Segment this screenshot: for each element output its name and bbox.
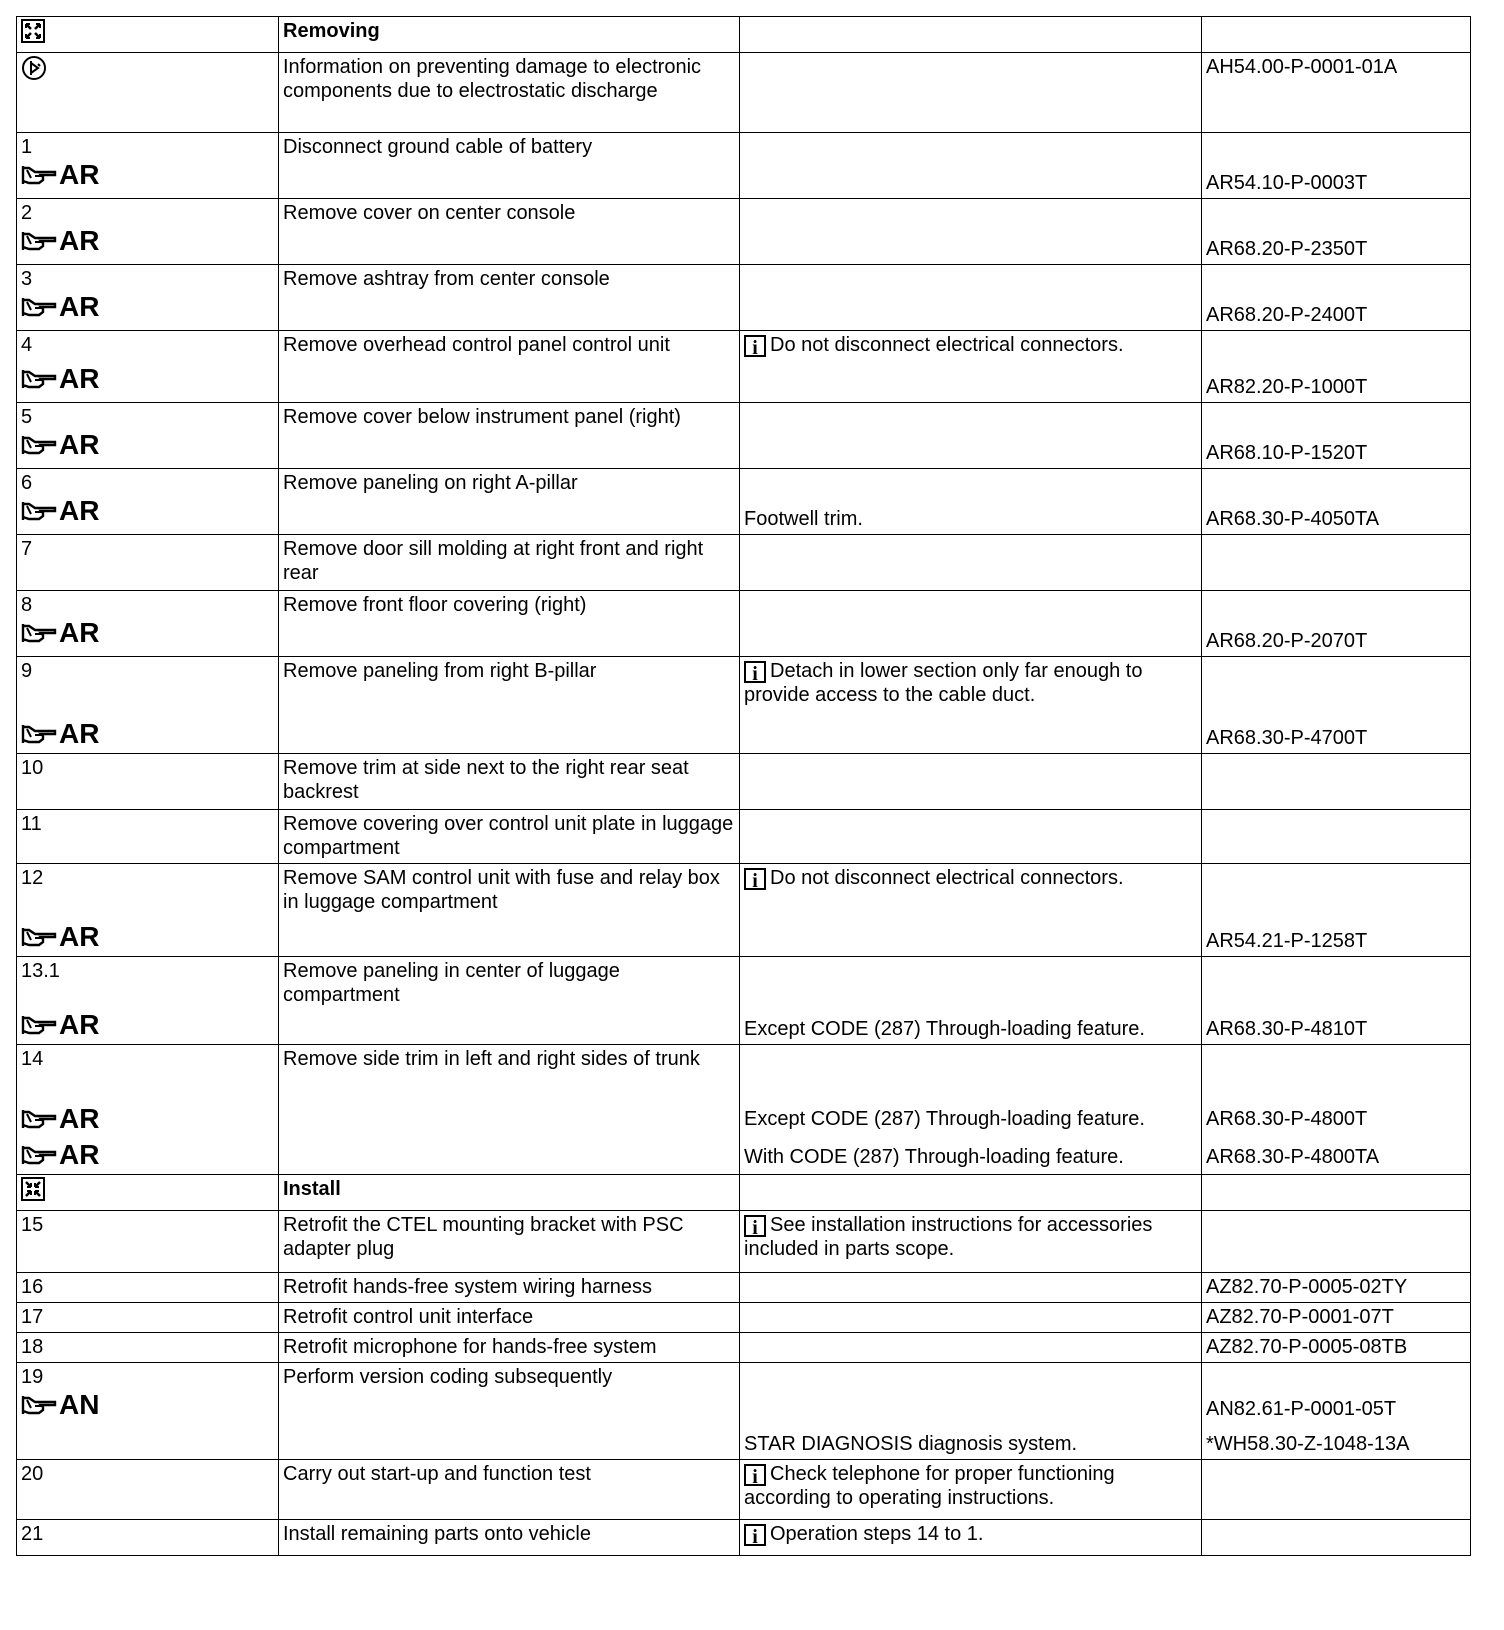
step-number: 8 (21, 594, 33, 616)
pointing-hand-icon (21, 926, 57, 948)
step-description: Remove cover below instrument panel (right) (279, 403, 740, 469)
step-number: 10 (21, 757, 44, 779)
step-description: Install remaining parts onto vehicle (279, 1520, 740, 1556)
reference-link[interactable]: AR68.30-P-4050TA (1206, 508, 1380, 530)
step-description: Retrofit microphone for hands-free system (279, 1333, 740, 1363)
table-row (17, 1333, 1471, 1363)
reference-link[interactable]: AZ82.70-P-0005-08TB (1202, 1333, 1471, 1363)
table-row (17, 469, 1471, 535)
reference-link[interactable]: AR68.20-P-2350T (1206, 238, 1368, 260)
reference-link[interactable]: AZ82.70-P-0005-02TY (1202, 1273, 1471, 1303)
step-description: Remove door sill molding at right front and right rear (279, 535, 740, 591)
ar-tag: AR (21, 718, 274, 750)
info-icon: i (744, 661, 766, 683)
step-number: 12 (21, 867, 44, 889)
step-note: Except CODE (287) Through-loading feature. (744, 1018, 1145, 1040)
ar-tag: AR (21, 921, 274, 953)
ar-tag: AR (21, 1103, 274, 1135)
pointing-hand-icon (21, 368, 57, 390)
section-title: Removing (279, 17, 740, 53)
step-number: 19 (21, 1366, 44, 1388)
remove-section-icon (21, 19, 45, 43)
reference-link[interactable]: AR68.20-P-2070T (1206, 630, 1368, 652)
table-row (17, 331, 1471, 403)
table-row (17, 591, 1471, 657)
reference-link[interactable]: AR68.30-P-4800TA (1206, 1146, 1380, 1168)
step-description: Retrofit hands-free system wiring harness (279, 1273, 740, 1303)
pointing-hand-icon (21, 723, 57, 745)
step-description: Remove paneling from right B-pillar (279, 657, 740, 754)
ar-tag: AR (21, 429, 274, 461)
step-number: 16 (21, 1276, 44, 1298)
step-number: 18 (21, 1336, 44, 1358)
ar-tag: AR (21, 291, 274, 323)
reference-link[interactable]: AR82.20-P-1000T (1206, 376, 1368, 398)
step-number: 20 (21, 1463, 44, 1485)
pointing-hand-icon (21, 434, 57, 456)
reference-link[interactable]: AR68.30-P-4800T (1206, 1108, 1368, 1130)
step-description: Remove overhead control panel control unit (279, 331, 740, 403)
table-row (17, 53, 1471, 133)
info-note: Do not disconnect electrical connectors. (770, 334, 1124, 356)
table-row (17, 1175, 1471, 1211)
step-description: Information on preventing damage to electronic components due to electrostatic discharge (279, 53, 740, 133)
info-note: Detach in lower section only far enough to provide access to the cable duct. (744, 660, 1143, 706)
info-note: Do not disconnect electrical connectors. (770, 867, 1124, 889)
table-row (17, 1363, 1471, 1460)
step-description: Remove cover on center console (279, 199, 740, 265)
table-row (17, 1211, 1471, 1273)
step-number: 3 (21, 268, 33, 290)
pointing-hand-icon (21, 230, 57, 252)
step-description: Retrofit the CTEL mounting bracket with PSC adapter plug (279, 1211, 740, 1273)
info-icon: i (744, 1524, 766, 1546)
reference-link[interactable]: AR68.30-P-4700T (1206, 727, 1368, 749)
info-icon: i (744, 1215, 766, 1237)
step-number: 15 (21, 1214, 44, 1236)
step-description: Disconnect ground cable of battery (279, 133, 740, 199)
step-number: 11 (21, 813, 42, 835)
table-row (17, 199, 1471, 265)
ar-tag: AR (21, 363, 274, 395)
pointing-hand-icon (21, 622, 57, 644)
section-title: Install (279, 1175, 740, 1211)
step-description: Perform version coding subsequently (279, 1363, 740, 1460)
ar-tag: AR (21, 159, 274, 191)
reference-link[interactable]: *WH58.30-Z-1048-13A (1206, 1433, 1410, 1455)
pointing-hand-icon (21, 1394, 57, 1416)
info-note: Operation steps 14 to 1. (770, 1523, 984, 1545)
pointing-hand-icon (21, 164, 57, 186)
table-row (17, 1273, 1471, 1303)
ar-tag: AR (21, 225, 274, 257)
pointing-hand-icon (21, 296, 57, 318)
info-icon: i (744, 1464, 766, 1486)
step-description: Retrofit control unit interface (279, 1303, 740, 1333)
step-description: Remove covering over control unit plate in luggage compartment (279, 810, 740, 864)
step-number: 4 (21, 334, 33, 356)
table-row (17, 1045, 1471, 1175)
info-icon: i (744, 868, 766, 890)
ar-tag: AR (21, 1139, 274, 1171)
pointing-hand-icon (21, 500, 57, 522)
table-row (17, 1303, 1471, 1333)
reference-link[interactable]: AR68.30-P-4810T (1206, 1018, 1368, 1040)
reference-link[interactable]: AN82.61-P-0001-05T (1206, 1398, 1397, 1420)
table-row (17, 403, 1471, 469)
reference-link[interactable]: AR54.10-P-0003T (1206, 172, 1368, 194)
info-note: See installation instructions for accessories included in parts scope. (744, 1214, 1153, 1260)
step-number: 9 (21, 660, 33, 682)
reference-link[interactable]: AH54.00-P-0001-01A (1202, 53, 1471, 133)
ar-tag: AR (21, 495, 274, 527)
pointing-hand-icon (21, 1014, 57, 1036)
step-description: Remove SAM control unit with fuse and relay box in luggage compartment (279, 864, 740, 957)
step-note: With CODE (287) Through-loading feature. (744, 1146, 1124, 1168)
step-number: 13.1 (21, 960, 60, 982)
esd-warning-icon (21, 55, 45, 79)
step-number: 7 (21, 538, 33, 560)
step-description: Remove side trim in left and right sides of trunk (279, 1045, 740, 1175)
table-row (17, 17, 1471, 53)
table-row (17, 957, 1471, 1045)
step-number: 5 (21, 406, 33, 428)
step-description: Remove paneling on right A-pillar (279, 469, 740, 535)
step-number: 21 (21, 1523, 44, 1545)
ar-tag: AR (21, 617, 274, 649)
step-number: 1 (21, 136, 33, 158)
step-note: STAR DIAGNOSIS diagnosis system. (744, 1433, 1078, 1455)
step-description: Remove front floor covering (right) (279, 591, 740, 657)
table-row (17, 1460, 1471, 1520)
ar-tag: AR (21, 1009, 274, 1041)
step-description: Remove ashtray from center console (279, 265, 740, 331)
step-number: 2 (21, 202, 33, 224)
table-row (17, 754, 1471, 810)
reference-link[interactable]: AR54.21-P-1258T (1206, 930, 1368, 952)
pointing-hand-icon (21, 1108, 57, 1130)
step-description: Remove trim at side next to the right rear seat backrest (279, 754, 740, 810)
table-row (17, 657, 1471, 754)
reference-link[interactable]: AR68.20-P-2400T (1206, 304, 1368, 326)
step-note: Except CODE (287) Through-loading feature. (744, 1108, 1145, 1130)
info-icon: i (744, 335, 766, 357)
table-row (17, 535, 1471, 591)
an-tag: AN (21, 1389, 274, 1421)
pointing-hand-icon (21, 1144, 57, 1166)
table-row (17, 133, 1471, 199)
step-note: Footwell trim. (744, 508, 863, 530)
step-description: Remove paneling in center of luggage compartment (279, 957, 740, 1045)
step-number: 6 (21, 472, 33, 494)
table-row (17, 864, 1471, 957)
work-procedure-table (16, 16, 1471, 1556)
step-number: 14 (21, 1048, 44, 1070)
table-row (17, 1520, 1471, 1556)
reference-link[interactable]: AR68.10-P-1520T (1206, 442, 1368, 464)
step-description: Carry out start-up and function test (279, 1460, 740, 1520)
reference-link[interactable]: AZ82.70-P-0001-07T (1202, 1303, 1471, 1333)
info-note: Check telephone for proper functioning according to operating instructions. (744, 1463, 1115, 1509)
table-row (17, 810, 1471, 864)
step-number: 17 (21, 1306, 44, 1328)
table-row (17, 265, 1471, 331)
install-section-icon (21, 1177, 45, 1201)
